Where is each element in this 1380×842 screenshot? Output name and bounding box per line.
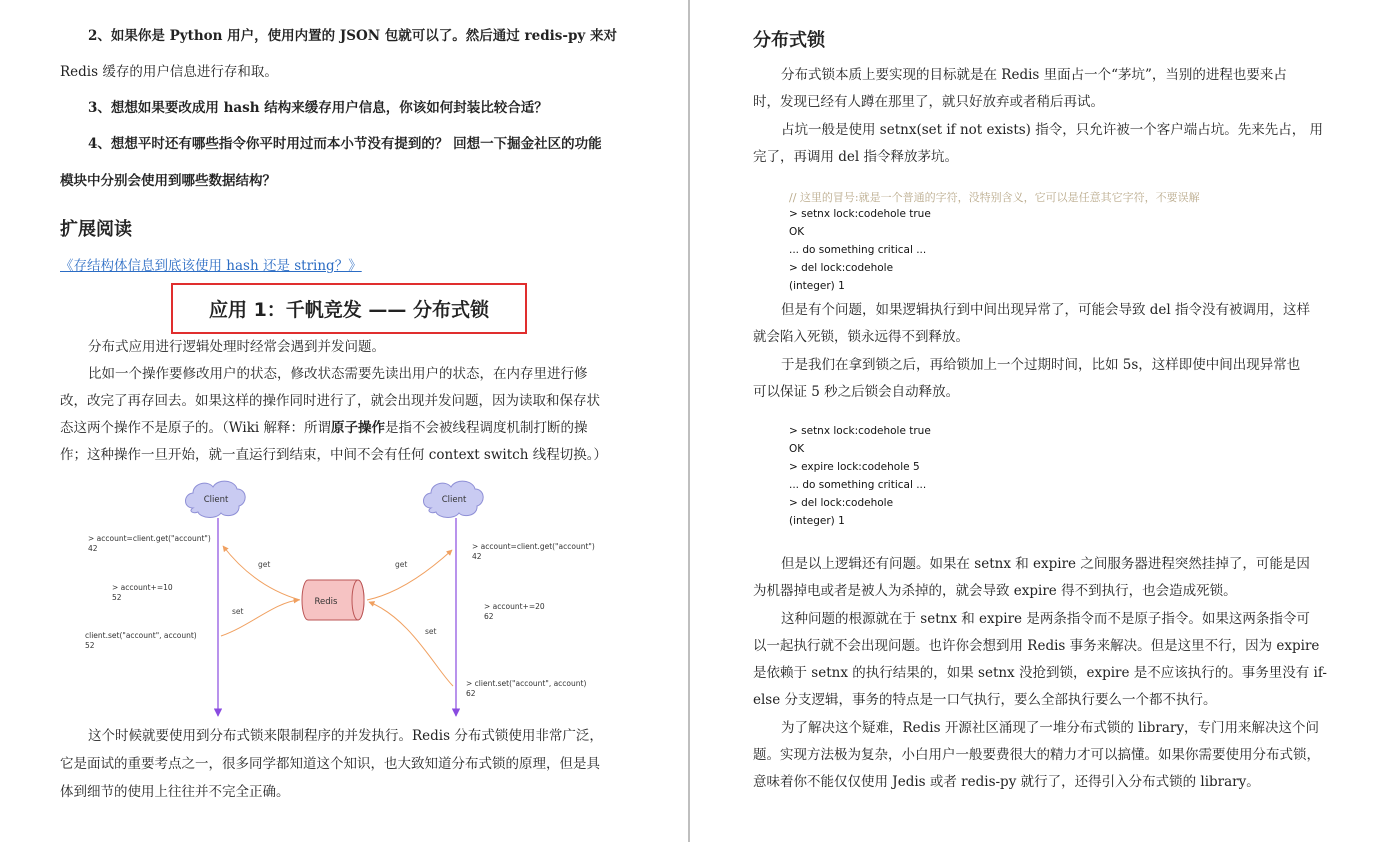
right-step-2: > account+=20 bbox=[484, 602, 545, 611]
body-line-4 bbox=[60, 419, 588, 437]
code1-line-3: ... do something critical ... bbox=[789, 244, 927, 256]
redis-label: Redis bbox=[314, 597, 338, 607]
right-step-3: > client.set("account", account) bbox=[466, 679, 587, 688]
code1-line-1: > setnx lock:codehole true bbox=[789, 208, 931, 220]
left-step-1: > account=client.get("account") bbox=[88, 534, 211, 543]
question-2-line-1: 2、如果你是 Python 用户，使用内置的 JSON 包就可以了。然后通过 redis-py 来对 bbox=[88, 28, 617, 44]
r-p6-line-3: 是依赖于 setnx 的执行结果的，如果 setnx 没抢到锁，expire 是不应该执行的。事务里没有 if- bbox=[753, 665, 1327, 681]
atomic-op-term: 原子操作 bbox=[331, 420, 385, 436]
redis-cylinder bbox=[302, 580, 364, 620]
label-get-left: get bbox=[258, 560, 271, 569]
further-reading-link[interactable]: 《存结构体信息到底该使用 hash 还是 string？》 bbox=[60, 258, 362, 274]
body-line-4-a: 态这两个操作不是原子的。（Wiki 解释：所谓 bbox=[60, 420, 331, 436]
code2-line-2: OK bbox=[789, 443, 805, 455]
arrow-get-right bbox=[367, 550, 452, 600]
arrow-get-left bbox=[223, 546, 300, 600]
chapter-title: 应用 1：千帆竞发 —— 分布式锁 bbox=[171, 283, 527, 334]
right-step-1-value: 42 bbox=[472, 552, 482, 561]
r-p4-line-2: 可以保证 5 秒之后锁会自动释放。 bbox=[753, 384, 960, 400]
client-cloud-right bbox=[424, 481, 484, 517]
body-line-4-b: 是指不会被线程调度机制打断的操 bbox=[385, 420, 588, 436]
r-p5-line-1: 但是以上逻辑还有问题。如果在 setnx 和 expire 之间服务器进程突然挂掉了，可能是因 bbox=[781, 556, 1310, 572]
question-4-line-2: 模块中分别会使用到哪些数据结构？ bbox=[60, 173, 276, 189]
code2-line-6: (integer) 1 bbox=[789, 515, 845, 527]
question-4-line-1: 4、想想平时还有哪些指令你平时用过而本小节没有提到的？ 回想一下掘金社区的功能 bbox=[88, 136, 602, 152]
r-p3-line-2: 就会陷入死锁，锁永远得不到释放。 bbox=[753, 329, 969, 345]
r-p5-line-2: 为机器掉电或者是被人为杀掉的，就会导致 expire 得不到执行，也会造成死锁。 bbox=[753, 583, 1237, 599]
code1-line-4: > del lock:codehole bbox=[789, 262, 894, 274]
body-line-2: 比如一个操作要修改用户的状态，修改状态需要先读出用户的状态，在内存里进行修 bbox=[88, 366, 588, 382]
code2-line-4: ... do something critical ... bbox=[789, 479, 927, 491]
r-p1-line-1: 分布式锁本质上要实现的目标就是在 Redis 里面占一个“茅坑”，当别的进程也要来占 bbox=[781, 67, 1287, 83]
code1-comment: // 这里的冒号:就是一个普通的字符，没特别含义，它可以是任意其它字符，不要误解 bbox=[789, 191, 1200, 204]
code1-line-2: OK bbox=[789, 226, 805, 238]
r-p7-line-3: 意味着你不能仅仅使用 Jedis 或者 redis-py 就行了，还得引入分布式锁的 library。 bbox=[753, 774, 1260, 790]
body-line-1: 分布式应用进行逻辑处理时经常会遇到并发问题。 bbox=[88, 339, 385, 355]
r-p4-line-1: 于是我们在拿到锁之后，再给锁加上一个过期时间，比如 5s，这样即使中间出现异常也 bbox=[781, 357, 1301, 373]
right-step-1: > account=client.get("account") bbox=[472, 542, 595, 551]
right-page bbox=[691, 0, 1380, 842]
code1-line-5: (integer) 1 bbox=[789, 280, 845, 292]
arrow-set-right bbox=[369, 602, 453, 686]
after-line-1: 这个时候就要使用到分布式锁来限制程序的并发执行。Redis 分布式锁使用非常广泛， bbox=[88, 728, 603, 744]
code2-line-1: > setnx lock:codehole true bbox=[789, 425, 931, 437]
after-line-2: 它是面试的重要考点之一，很多同学都知道这个知识，也大致知道分布式锁的原理，但是具 bbox=[60, 756, 600, 772]
r-p6-line-1: 这种问题的根源就在于 setnx 和 expire 是两条指令而不是原子指令。如果这两条指令可 bbox=[781, 611, 1310, 627]
arrow-set-left bbox=[221, 600, 299, 636]
body-line-5: 作；这种操作一旦开始，就一直运行到结束，中间不会有任何 context switch 线程切换。） bbox=[60, 447, 607, 463]
client-label-left: Client bbox=[203, 495, 229, 505]
concurrency-diagram bbox=[80, 478, 620, 723]
left-step-3-value: 52 bbox=[85, 641, 95, 650]
r-p6-line-2: 以一起执行就不会出现问题。也许你会想到用 Redis 事务来解决。但是这里不行，因为 expire bbox=[753, 638, 1320, 654]
r-p2-line-1: 占坑一般是使用 setnx(set if not exists) 指令，只允许被一个客户端占坑。先来先占， 用 bbox=[781, 122, 1324, 138]
right-step-2-value: 62 bbox=[484, 612, 494, 621]
label-get-right: get bbox=[395, 560, 408, 569]
heading-distributed-lock: 分布式锁 bbox=[753, 30, 825, 51]
question-2-line-2: Redis 缓存的用户信息进行存和取。 bbox=[60, 64, 278, 80]
client-cloud-left bbox=[186, 481, 246, 517]
left-step-3: client.set("account", account) bbox=[85, 631, 197, 640]
left-step-2: > account+=10 bbox=[112, 583, 173, 592]
question-3: 3、想想如果要改成用 hash 结构来缓存用户信息，你该如何封装比较合适？ bbox=[88, 100, 548, 116]
r-p7-line-1: 为了解决这个疑难，Redis 开源社区涌现了一堆分布式锁的 library，专门用来解决这个问 bbox=[781, 720, 1319, 736]
after-line-3: 体到细节的使用上往往并不完全正确。 bbox=[60, 784, 290, 800]
r-p3-line-1: 但是有个问题，如果逻辑执行到中间出现异常了，可能会导致 del 指令没有被调用，这样 bbox=[781, 302, 1311, 318]
heading-further-reading: 扩展阅读 bbox=[60, 219, 132, 240]
left-page bbox=[0, 0, 688, 842]
r-p2-line-2: 完了，再调用 del 指令释放茅坑。 bbox=[753, 149, 959, 165]
code2-line-5: > del lock:codehole bbox=[789, 497, 894, 509]
page-divider bbox=[688, 0, 690, 842]
label-set-left: set bbox=[232, 607, 244, 616]
r-p1-line-2: 时，发现已经有人蹲在那里了，就只好放弃或者稍后再试。 bbox=[753, 94, 1104, 110]
left-step-2-value: 52 bbox=[112, 593, 122, 602]
r-p6-line-4: else 分支逻辑，事务的特点是一口气执行，要么全部执行要么一个都不执行。 bbox=[753, 692, 1217, 708]
label-set-right: set bbox=[425, 627, 437, 636]
left-step-1-value: 42 bbox=[88, 544, 98, 553]
right-step-3-value: 62 bbox=[466, 689, 476, 698]
client-label-right: Client bbox=[441, 495, 467, 505]
body-line-3: 改，改完了再存回去。如果这样的操作同时进行了，就会出现并发问题，因为读取和保存状 bbox=[60, 393, 600, 409]
r-p7-line-2: 题。实现方法极为复杂，小白用户一般要费很大的精力才可以搞懂。如果你需要使用分布式锁， bbox=[753, 747, 1320, 763]
code2-line-3: > expire lock:codehole 5 bbox=[789, 461, 920, 473]
